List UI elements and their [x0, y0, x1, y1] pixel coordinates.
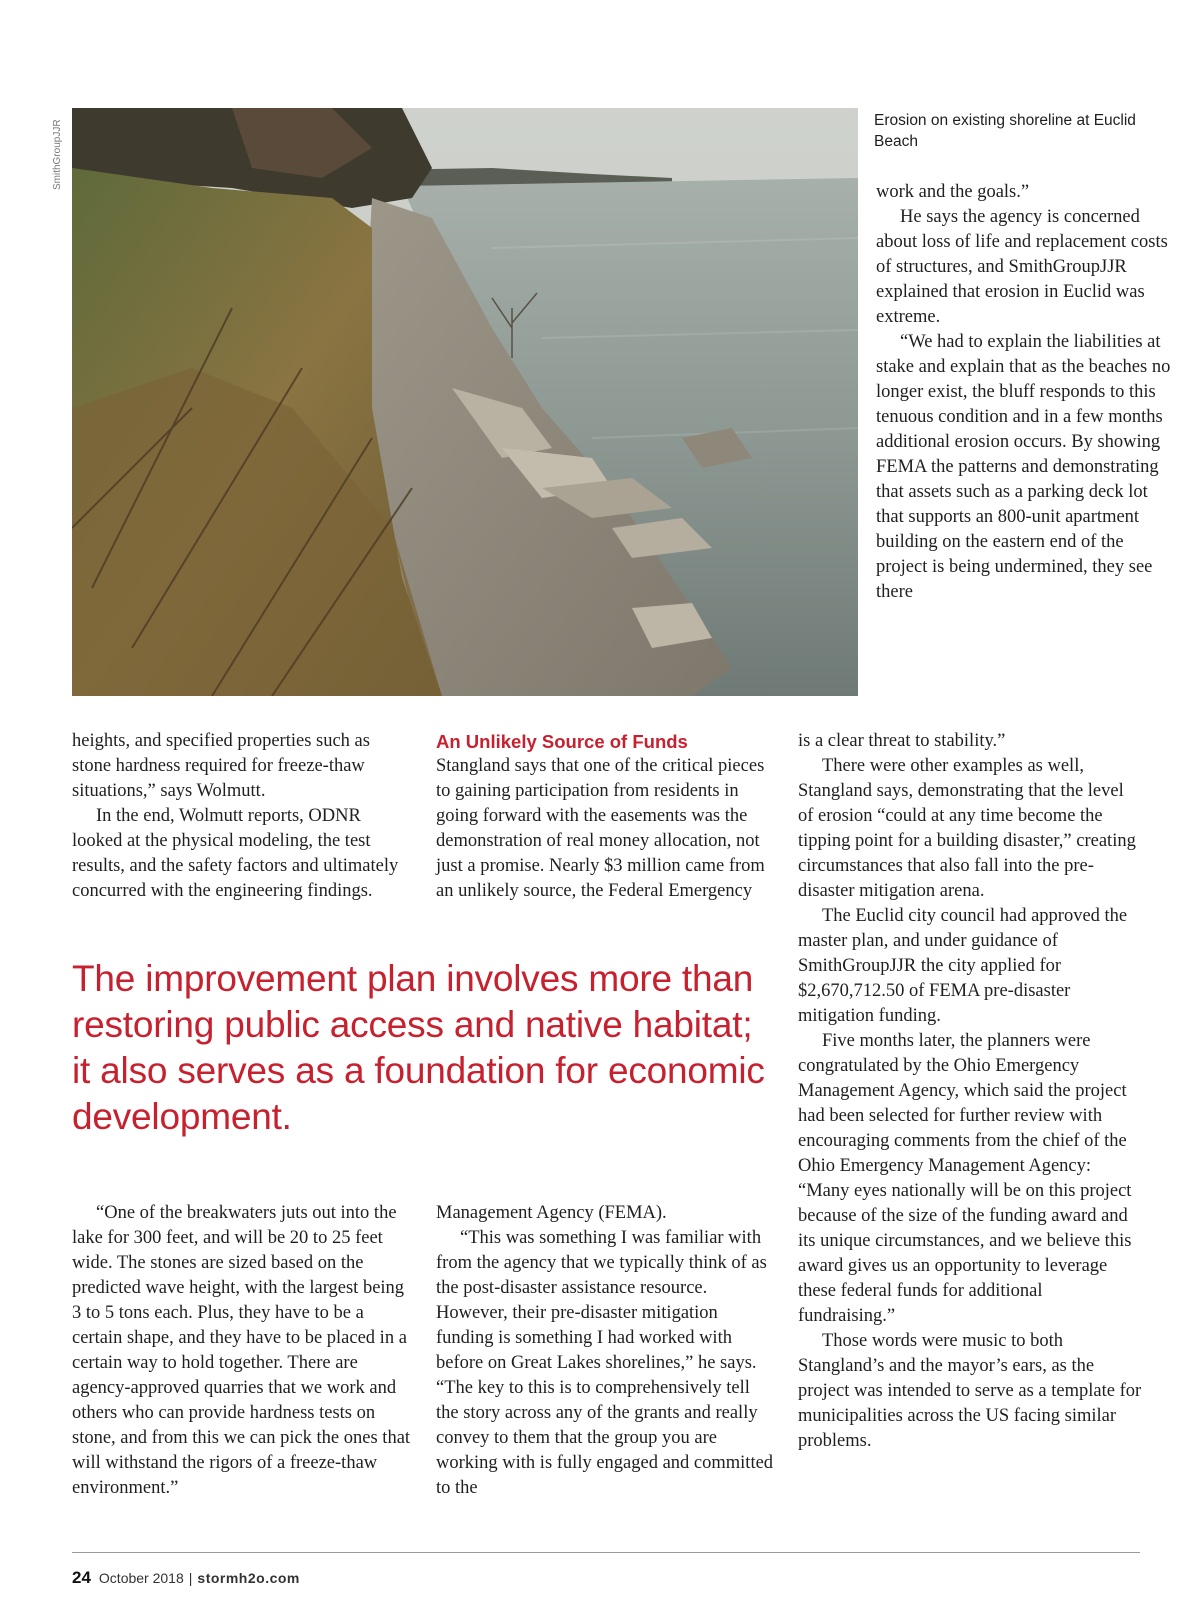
paragraph: “We had to explain the liabilities at stake and explain that as the beaches no longer exist, the bluff responds to this tenuous condition and in a few months additional erosion occurs. By showing FEMA the patterns and demonstrating that assets such as a parking deck lot that supports an 800-unit apartment building on the eastern end of the project is being undermined, they see there: [876, 332, 1171, 602]
photo-caption: Erosion on existing shoreline at Euclid Beach: [874, 112, 1136, 150]
paragraph: In the end, Wolmutt reports, ODNR looked at the physical modeling, the test results, and the safety factors and ultimately concurred with the engineering findings.: [72, 806, 399, 901]
paragraph: Those words were music to both Stangland’s and the mayor’s ears, as the project was intended to serve as a template for municipalities across the US facing similar problems.: [798, 1331, 1142, 1451]
shoreline-photo-illustration: [72, 108, 858, 696]
left-column-top: [72, 729, 412, 904]
page-number: 24: [72, 1568, 91, 1587]
pull-quote: The improvement plan involves more than restoring public access and native habitat; it also serves as a foundation for economic development.: [72, 958, 765, 1137]
footer-divider: [72, 1552, 1140, 1553]
right-column-top: [876, 180, 1176, 605]
paragraph: Five months later, the planners were congratulated by the Ohio Emergency Management Agency, which said the project had been selected for further review with encouraging comments from the chief of the Ohio Emergency Management Agency: “Many eyes nationally will be on this project because of the size of the funding award and its unique circumstances, and we believe this award gives us an opportunity to leverage these federal funds for additional fundraising.”: [798, 1031, 1132, 1326]
page-footer: [72, 1568, 300, 1588]
paragraph: Management Agency (FEMA).: [436, 1203, 667, 1223]
shoreline-photo: [72, 108, 858, 696]
right-column-bottom: [798, 729, 1143, 1454]
paragraph: “This was something I was familiar with from the agency that we typically think of as the post-disaster assistance resource. However, their pre-disaster mitigation funding is something I had worked with before on Great Lakes shorelines,” he says. “The key to this is to comprehensively tell the story across any of the grants and really convey to them that the group you are working with is fully engaged and committed to the: [436, 1228, 774, 1498]
middle-column-bottom: [436, 1201, 776, 1501]
middle-column-top: [436, 729, 776, 904]
section-heading: An Unlikely Source of Funds: [436, 731, 688, 752]
paragraph: “One of the breakwaters juts out into the lake for 300 feet, and will be 20 to 25 feet wide. The stones are sized based on the predicted wave height, with the largest being 3 to 5 tons each. Plus, they have to be a certain shape, and they have to be placed in a certain way to hold together. There are agency-approved quarries that we work and others who can provide hardness tests on stone, and from this we can pick the ones that will withstand the rigors of a freeze-thaw environment.”: [72, 1203, 411, 1498]
paragraph: He says the agency is concerned about loss of life and replacement costs of structures, and SmithGroupJJR explained that erosion in Euclid was extreme.: [876, 207, 1168, 327]
paragraph: heights, and specified properties such as stone hardness required for freeze-thaw situations,” says Wolmutt.: [72, 731, 370, 801]
paragraph: work and the goals.”: [876, 182, 1030, 202]
paragraph: Stangland says that one of the critical pieces to gaining participation from residents in going forward with the easements was the demonstration of real money allocation, not just a promise. Nearly $3 million came from an unlikely source, the Federal Emergency: [436, 756, 765, 901]
issue-date: October 2018: [98, 1570, 184, 1586]
site-url: stormh2o.com: [197, 1570, 300, 1586]
paragraph: The Euclid city council had approved the master plan, and under guidance of SmithGroupJJR the city applied for $2,670,712.50 of FEMA pre-disaster mitigation funding.: [798, 906, 1128, 1026]
footer-separator: |: [188, 1570, 193, 1586]
photo-credit: SmithGroupJJR: [52, 119, 63, 190]
left-column-bottom: [72, 1201, 417, 1501]
paragraph: There were other examples as well, Stangland says, demonstrating that the level of erosion “could at any time become the tipping point for a building disaster,” creating circumstances that also fall into the pre-disaster mitigation arena.: [798, 756, 1136, 901]
paragraph: is a clear threat to stability.”: [798, 731, 1006, 751]
